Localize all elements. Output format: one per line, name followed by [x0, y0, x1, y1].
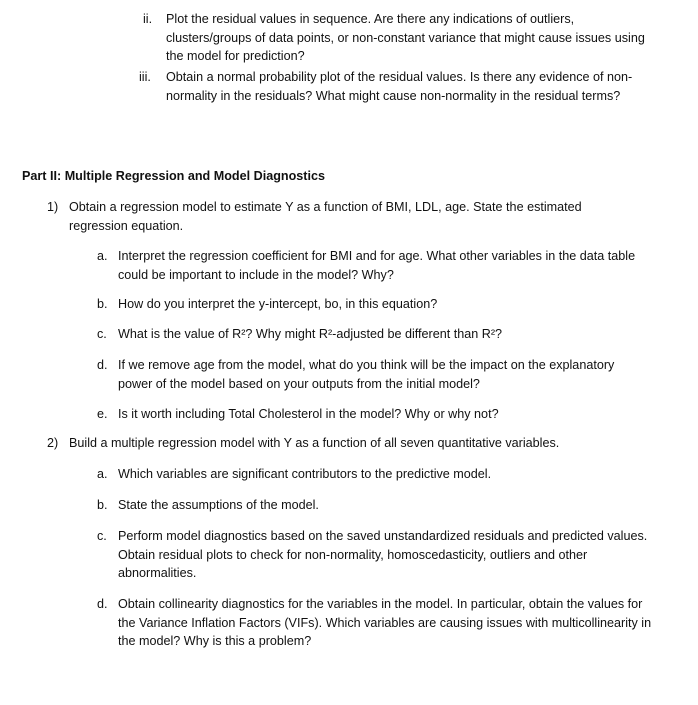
subquestion-marker: d. [97, 358, 108, 372]
list-item-text: Plot the residual values in sequence. Are there any indications of outliers, clusters/groups of data points, or non-constant variance that might cause issues using the model for prediction? [166, 12, 645, 63]
subquestion-text: What is the value of R²? Why might R²-adjusted be different than R²? [118, 327, 503, 341]
subquestion-text: Is it worth including Total Cholesterol in the model? Why or why not? [118, 407, 499, 421]
subquestion-marker: c. [97, 529, 107, 543]
section-heading: Part II: Multiple Regression and Model Diagnostics [22, 169, 325, 183]
list-marker: ii. [143, 12, 153, 26]
list-item-text: Obtain a normal probability plot of the residual values. Is there any evidence of non-normality in the residuals? What might cause non-normality in the residual terms? [166, 70, 633, 103]
subquestion-text: State the assumptions of the model. [118, 498, 319, 512]
question-text: Build a multiple regression model with Y as a function of all seven quantitative variables. [69, 436, 560, 450]
subquestion-marker: b. [97, 297, 108, 311]
question-marker: 1) [47, 200, 59, 214]
subquestion-marker: b. [97, 498, 108, 512]
subquestion-text: Perform model diagnostics based on the saved unstandardized residuals and predicted values. Obtain residual plots to check for non-normality, homoscedasticity, outliers and other abnormalities. [118, 529, 648, 580]
subquestion-marker: d. [97, 597, 108, 611]
subquestion-marker: c. [97, 327, 107, 341]
subquestion-text: Interpret the regression coefficient for BMI and for age. What other variables in the data table could be important to include in the model? Why? [118, 249, 636, 282]
subquestion-marker: e. [97, 407, 108, 421]
subquestion-text: Obtain collinearity diagnostics for the variables in the model. In particular, obtain the values for the Variance Inflation Factors (VIFs). Which variables are causing issues with multicollinearity in the model? Why is this a problem? [118, 597, 652, 648]
subquestion-marker: a. [97, 249, 108, 263]
subquestion-text: Which variables are significant contributors to the predictive model. [118, 467, 492, 481]
subquestion-text: How do you interpret the y-intercept, bo, in this equation? [118, 297, 438, 311]
subquestion-text: If we remove age from the model, what do you think will be the impact on the explanatory power of the model based on your outputs from the initial model? [118, 358, 615, 391]
question-text: Obtain a regression model to estimate Y as a function of BMI, LDL, age. State the estimated regression equation. [69, 200, 582, 233]
list-marker: iii. [139, 70, 151, 84]
question-marker: 2) [47, 436, 59, 450]
subquestion-marker: a. [97, 467, 108, 481]
